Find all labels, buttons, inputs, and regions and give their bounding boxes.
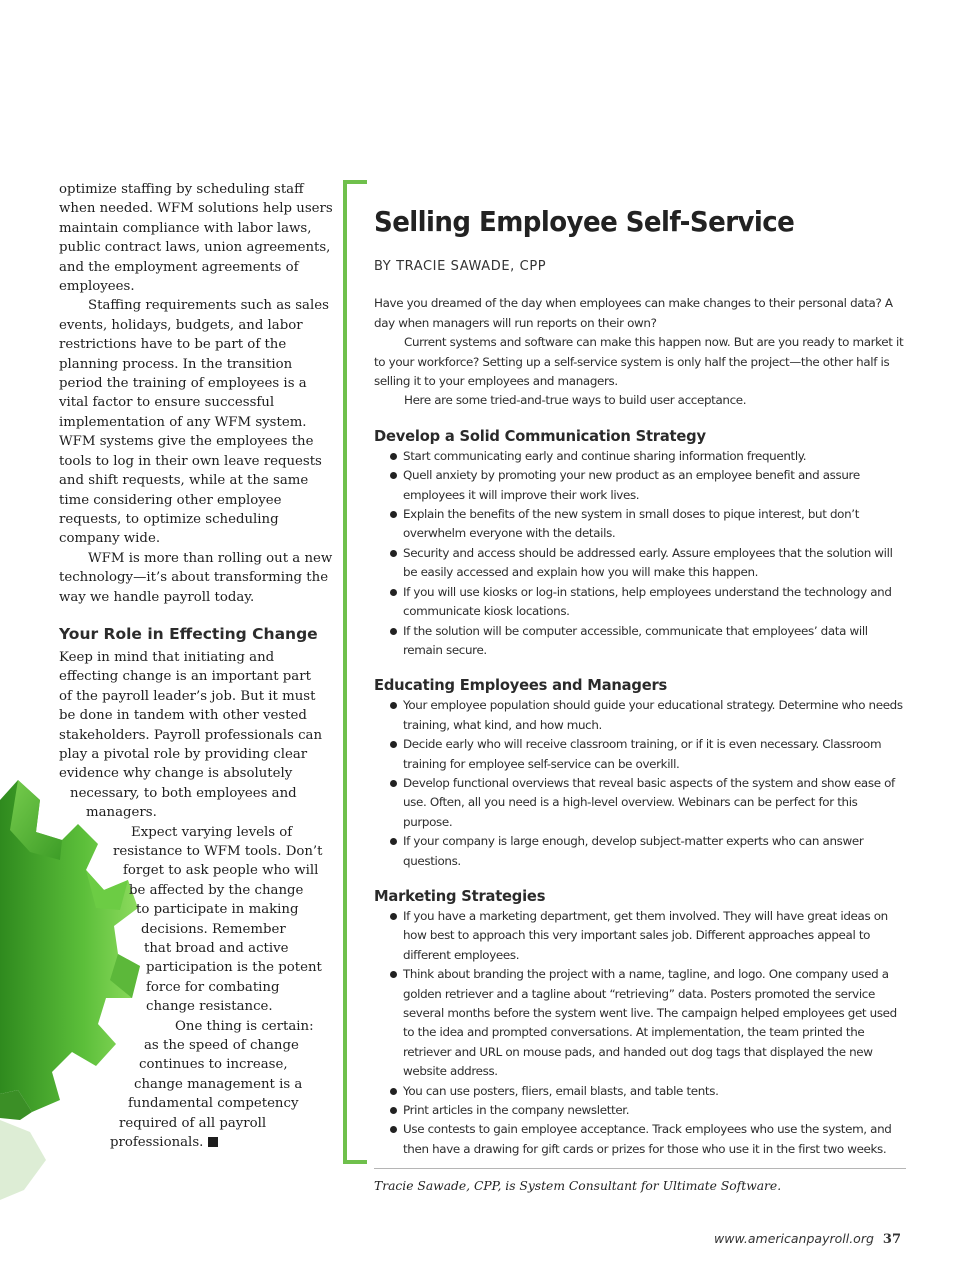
section-heading-role-in-change: Your Role in Effecting Change — [59, 624, 318, 643]
footer-website-url: www.americanpayroll.org — [714, 1231, 874, 1246]
paragraph-one-thing-certain — [59, 1017, 334, 1153]
paragraph-staffing-requirements: Staffing requirements such as sales events, holidays, budgets, and labor restrictions have to be part of the planning process. In the transition period the training of employees is a vital factor to ensure successful implementation of any WFM system. WFM systems give the employees the tools to log in their own leave requests and shift requests, while at the same time considering other employee requests, to optimize scheduling company wide. — [59, 298, 329, 547]
sidebar-byline: BY TRACIE SAWADE, CPP — [374, 259, 547, 274]
text-line: continues to increase, — [139, 1057, 288, 1073]
text-line — [59, 1133, 334, 1152]
sidebar-title: Selling Employee Self-Service — [374, 205, 795, 238]
list-item: Use contests to gain employee acceptance. Track employees who use the system, and then have a drawing for gift cards or prizes for those who use it in the first two weeks. — [374, 1120, 906, 1159]
list-item: Explain the benefits of the new system in small doses to pique interest, but don’t overwhelm everyone with the details. — [374, 505, 906, 544]
text-line: of the payroll leader’s job. But it must — [59, 688, 316, 704]
text-line: to participate in making — [136, 902, 299, 918]
text-line: optimize staffing by scheduling staff — [59, 182, 304, 197]
intro-paragraph: Current systems and software can make this happen now. But are you ready to market it to your workforce? Setting up a self-service system is only half the project—the other half is selling it to your employees and managers. — [374, 335, 904, 389]
sidebar-green-bracket — [343, 180, 367, 1164]
paragraph-wfm-transforming: WFM is more than rolling out a new technology—it’s about transforming the way we handle payroll today. — [59, 550, 333, 605]
sidebar-article — [374, 203, 906, 1197]
text-line: force for combating — [146, 979, 280, 995]
text-line: as the speed of change — [144, 1038, 299, 1054]
text-line: resistance to WFM tools. Don’t — [113, 844, 323, 859]
bullet-list-communication — [374, 447, 906, 660]
paragraph-wfm-solutions — [59, 180, 334, 296]
list-item: Your employee population should guide your educational strategy. Determine who needs training, what kind, and how much. — [374, 696, 906, 735]
list-item: Quell anxiety by promoting your new product as an employee benefit and assure employees it will improve their work lives. — [374, 466, 906, 505]
text-line: One thing is certain: — [175, 1018, 314, 1034]
author-bio: Tracie Sawade, CPP, is System Consultant for Ultimate Software. — [374, 1179, 782, 1194]
text-line: participation is the potent — [146, 960, 322, 976]
text-line: and the employment agreements of — [59, 259, 299, 275]
text-line: necessary, to both employees and — [70, 785, 297, 801]
paragraph-initiating-change — [59, 648, 334, 823]
text-line: managers. — [86, 805, 157, 821]
separator-rule — [374, 1168, 906, 1169]
text-line: Expect varying levels of — [131, 824, 293, 840]
text-line: evidence why change is absolutely — [59, 766, 293, 782]
list-item: Develop functional overviews that reveal basic aspects of the system and show ease of use. Often, all you need is a high-level overview. Webinars can be perfect for this purpose. — [374, 774, 906, 832]
list-item: If you have a marketing department, get them involved. They will have great ideas on how best to approach this very important sales job. Different approaches appeal to different employees. — [374, 907, 906, 965]
text-line: Keep in mind that initiating and — [59, 649, 275, 665]
text-line: be done in tandem with other vested — [59, 708, 307, 724]
bullet-list-marketing — [374, 907, 906, 1159]
page-number: 37 — [882, 1232, 901, 1247]
bullet-list-educating — [374, 696, 906, 871]
list-item: If you will use kiosks or log-in stations, help employees understand the technology and communicate kiosk locations. — [374, 583, 906, 622]
list-item: If your company is large enough, develop subject-matter experts who can answer questions. — [374, 832, 906, 871]
section-heading-educating: Educating Employees and Managers — [374, 677, 668, 695]
list-item: You can use posters, fliers, email blasts, and table tents. — [374, 1082, 906, 1101]
text-line: maintain compliance with labor laws, — [59, 220, 312, 236]
list-item: Security and access should be addressed early. Assure employees that the solution will be easily accessed and explain how you will make this happen. — [374, 544, 906, 583]
section-heading-marketing: Marketing Strategies — [374, 887, 546, 905]
list-item: Think about branding the project with a name, tagline, and logo. One company used a golden retriever and a tagline about “retrieving” data. Posters promoted the service several months before the system went live. The campaign helped employees get used to the idea and prompted conversations. At implementation, the team printed the retriever and URL on mouse pads, and handed out dog tags that displayed the new website address. — [374, 965, 906, 1081]
intro-paragraph: Here are some tried-and-true ways to build user acceptance. — [404, 393, 747, 408]
text-line: public contract laws, union agreements, — [59, 240, 331, 256]
text-line: stakeholders. Payroll professionals can — [59, 727, 323, 743]
text-line: when needed. WFM solutions help users — [59, 201, 333, 217]
text-line: employees. — [59, 279, 135, 295]
text-line: that broad and active — [144, 941, 289, 957]
list-item: If the solution will be computer accessible, communicate that employees’ data will remain secure. — [374, 622, 906, 661]
text-line: change resistance. — [146, 999, 273, 1015]
text-line: required of all payroll — [119, 1115, 267, 1131]
page-footer — [714, 1231, 901, 1247]
text-line: fundamental competency — [128, 1096, 299, 1112]
text-line: be affected by the change — [129, 882, 304, 898]
intro-paragraph: Have you dreamed of the day when employees can make changes to their personal data? A day when managers will run reports on their own? — [374, 296, 893, 330]
text-line: change management is a — [134, 1076, 303, 1092]
paragraph-resistance — [59, 823, 334, 1017]
end-of-article-square-icon — [208, 1137, 218, 1147]
list-item: Start communicating early and continue sharing information frequently. — [374, 447, 906, 466]
text-line: decisions. Remember — [141, 921, 286, 937]
text-line: forget to ask people who will — [123, 863, 319, 879]
list-item: Decide early who will receive classroom training, or if it is even necessary. Classroom training for employee self-service can be overkill. — [374, 735, 906, 774]
text-line: effecting change is an important part — [59, 669, 311, 685]
left-column — [59, 180, 334, 1153]
list-item: Print articles in the company newsletter. — [374, 1101, 906, 1120]
text-line: play a pivotal role by providing clear — [59, 746, 308, 762]
section-heading-communication: Develop a Solid Communication Strategy — [374, 427, 706, 445]
text-line-content: professionals. — [110, 1135, 204, 1151]
